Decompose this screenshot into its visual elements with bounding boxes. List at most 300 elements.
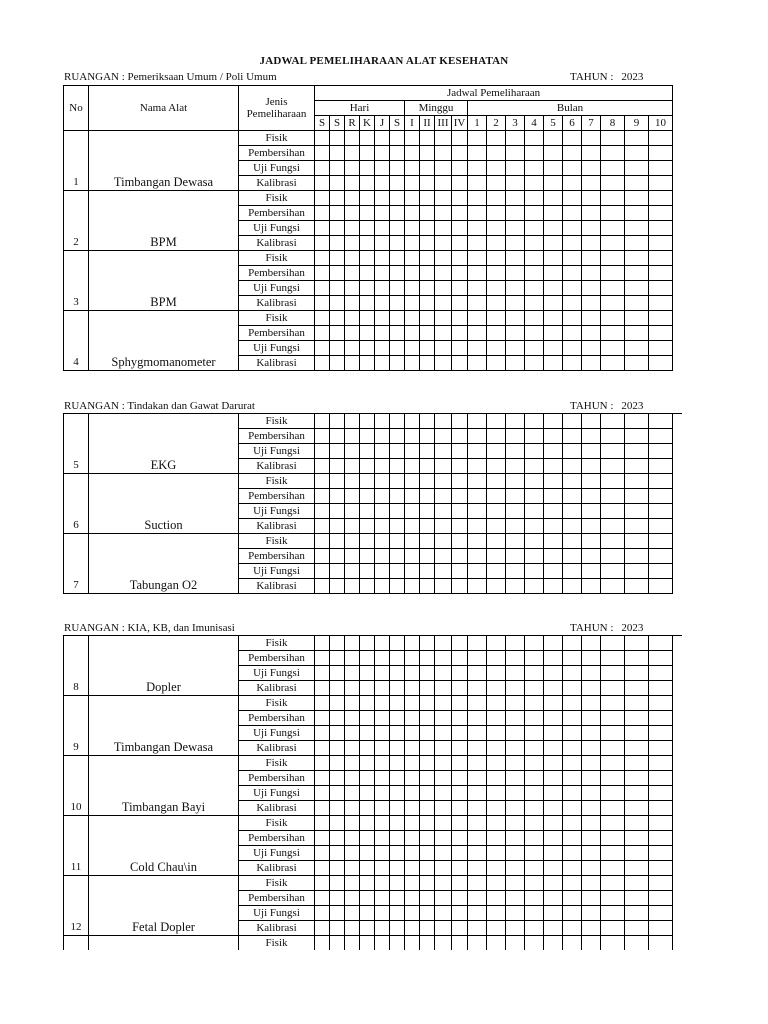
schedule-cell[interactable]	[649, 741, 673, 756]
schedule-cell[interactable]	[468, 146, 487, 161]
schedule-cell[interactable]	[390, 786, 405, 801]
schedule-cell[interactable]	[390, 816, 405, 831]
schedule-cell[interactable]	[582, 681, 601, 696]
schedule-cell[interactable]	[435, 341, 452, 356]
schedule-cell[interactable]	[487, 861, 506, 876]
schedule-cell[interactable]	[315, 579, 330, 594]
schedule-cell[interactable]	[487, 801, 506, 816]
schedule-cell[interactable]	[420, 771, 435, 786]
schedule-cell[interactable]	[360, 831, 375, 846]
schedule-cell[interactable]	[525, 429, 544, 444]
schedule-cell[interactable]	[420, 636, 435, 651]
schedule-cell[interactable]	[487, 296, 506, 311]
schedule-cell[interactable]	[487, 206, 506, 221]
schedule-cell[interactable]	[487, 459, 506, 474]
schedule-cell[interactable]	[420, 296, 435, 311]
schedule-cell[interactable]	[625, 356, 649, 371]
schedule-cell[interactable]	[544, 786, 563, 801]
schedule-cell[interactable]	[468, 429, 487, 444]
schedule-cell[interactable]	[345, 356, 360, 371]
schedule-cell[interactable]	[390, 459, 405, 474]
schedule-cell[interactable]	[525, 651, 544, 666]
schedule-cell[interactable]	[375, 131, 390, 146]
schedule-cell[interactable]	[420, 861, 435, 876]
schedule-cell[interactable]	[452, 801, 468, 816]
schedule-cell[interactable]	[360, 131, 375, 146]
schedule-cell[interactable]	[649, 786, 673, 801]
schedule-cell[interactable]	[506, 891, 525, 906]
schedule-cell[interactable]	[625, 801, 649, 816]
schedule-cell[interactable]	[315, 206, 330, 221]
schedule-cell[interactable]	[487, 131, 506, 146]
schedule-cell[interactable]	[582, 741, 601, 756]
schedule-cell[interactable]	[375, 636, 390, 651]
schedule-cell[interactable]	[345, 726, 360, 741]
schedule-cell[interactable]	[563, 131, 582, 146]
schedule-cell[interactable]	[375, 176, 390, 191]
schedule-cell[interactable]	[360, 161, 375, 176]
schedule-cell[interactable]	[360, 444, 375, 459]
schedule-cell[interactable]	[435, 936, 452, 951]
schedule-cell[interactable]	[625, 726, 649, 741]
schedule-cell[interactable]	[582, 176, 601, 191]
schedule-cell[interactable]	[544, 311, 563, 326]
schedule-cell[interactable]	[625, 146, 649, 161]
schedule-cell[interactable]	[487, 666, 506, 681]
schedule-cell[interactable]	[375, 861, 390, 876]
schedule-cell[interactable]	[563, 696, 582, 711]
schedule-cell[interactable]	[582, 564, 601, 579]
schedule-cell[interactable]	[375, 876, 390, 891]
schedule-cell[interactable]	[452, 356, 468, 371]
schedule-cell[interactable]	[506, 681, 525, 696]
schedule-cell[interactable]	[330, 161, 345, 176]
schedule-cell[interactable]	[345, 756, 360, 771]
schedule-cell[interactable]	[506, 579, 525, 594]
schedule-cell[interactable]	[315, 311, 330, 326]
schedule-cell[interactable]	[360, 846, 375, 861]
schedule-cell[interactable]	[315, 786, 330, 801]
schedule-cell[interactable]	[563, 681, 582, 696]
schedule-cell[interactable]	[525, 131, 544, 146]
schedule-cell[interactable]	[390, 444, 405, 459]
schedule-cell[interactable]	[487, 816, 506, 831]
schedule-cell[interactable]	[625, 549, 649, 564]
schedule-cell[interactable]	[601, 519, 625, 534]
schedule-cell[interactable]	[601, 176, 625, 191]
schedule-cell[interactable]	[544, 711, 563, 726]
schedule-cell[interactable]	[525, 281, 544, 296]
schedule-cell[interactable]	[649, 474, 673, 489]
schedule-cell[interactable]	[582, 831, 601, 846]
schedule-cell[interactable]	[544, 251, 563, 266]
schedule-cell[interactable]	[405, 146, 420, 161]
schedule-cell[interactable]	[601, 474, 625, 489]
schedule-cell[interactable]	[345, 534, 360, 549]
schedule-cell[interactable]	[506, 311, 525, 326]
schedule-cell[interactable]	[625, 816, 649, 831]
schedule-cell[interactable]	[420, 666, 435, 681]
schedule-cell[interactable]	[468, 816, 487, 831]
schedule-cell[interactable]	[468, 191, 487, 206]
schedule-cell[interactable]	[525, 891, 544, 906]
schedule-cell[interactable]	[375, 236, 390, 251]
schedule-cell[interactable]	[435, 236, 452, 251]
schedule-cell[interactable]	[420, 549, 435, 564]
schedule-cell[interactable]	[360, 921, 375, 936]
schedule-cell[interactable]	[405, 801, 420, 816]
schedule-cell[interactable]	[525, 504, 544, 519]
schedule-cell[interactable]	[330, 534, 345, 549]
schedule-cell[interactable]	[375, 221, 390, 236]
schedule-cell[interactable]	[375, 579, 390, 594]
schedule-cell[interactable]	[544, 131, 563, 146]
schedule-cell[interactable]	[315, 296, 330, 311]
schedule-cell[interactable]	[390, 741, 405, 756]
schedule-cell[interactable]	[390, 876, 405, 891]
schedule-cell[interactable]	[330, 489, 345, 504]
schedule-cell[interactable]	[405, 564, 420, 579]
schedule-cell[interactable]	[525, 786, 544, 801]
schedule-cell[interactable]	[315, 429, 330, 444]
schedule-cell[interactable]	[582, 801, 601, 816]
schedule-cell[interactable]	[649, 176, 673, 191]
schedule-cell[interactable]	[601, 281, 625, 296]
schedule-cell[interactable]	[390, 176, 405, 191]
schedule-cell[interactable]	[405, 906, 420, 921]
schedule-cell[interactable]	[435, 846, 452, 861]
schedule-cell[interactable]	[435, 771, 452, 786]
schedule-cell[interactable]	[435, 161, 452, 176]
schedule-cell[interactable]	[405, 921, 420, 936]
schedule-cell[interactable]	[405, 891, 420, 906]
schedule-cell[interactable]	[649, 816, 673, 831]
schedule-cell[interactable]	[506, 831, 525, 846]
schedule-cell[interactable]	[375, 504, 390, 519]
schedule-cell[interactable]	[506, 921, 525, 936]
schedule-cell[interactable]	[525, 489, 544, 504]
schedule-cell[interactable]	[525, 519, 544, 534]
schedule-cell[interactable]	[330, 281, 345, 296]
schedule-cell[interactable]	[525, 801, 544, 816]
schedule-cell[interactable]	[345, 176, 360, 191]
schedule-cell[interactable]	[525, 846, 544, 861]
schedule-cell[interactable]	[525, 176, 544, 191]
schedule-cell[interactable]	[582, 356, 601, 371]
schedule-cell[interactable]	[390, 861, 405, 876]
schedule-cell[interactable]	[468, 891, 487, 906]
schedule-cell[interactable]	[625, 504, 649, 519]
schedule-cell[interactable]	[315, 846, 330, 861]
schedule-cell[interactable]	[435, 176, 452, 191]
schedule-cell[interactable]	[375, 891, 390, 906]
schedule-cell[interactable]	[345, 636, 360, 651]
schedule-cell[interactable]	[563, 356, 582, 371]
schedule-cell[interactable]	[563, 786, 582, 801]
schedule-cell[interactable]	[563, 459, 582, 474]
schedule-cell[interactable]	[345, 564, 360, 579]
schedule-cell[interactable]	[468, 921, 487, 936]
schedule-cell[interactable]	[563, 921, 582, 936]
schedule-cell[interactable]	[582, 711, 601, 726]
schedule-cell[interactable]	[390, 534, 405, 549]
schedule-cell[interactable]	[563, 519, 582, 534]
schedule-cell[interactable]	[563, 564, 582, 579]
schedule-cell[interactable]	[390, 696, 405, 711]
schedule-cell[interactable]	[435, 459, 452, 474]
schedule-cell[interactable]	[525, 666, 544, 681]
schedule-cell[interactable]	[544, 666, 563, 681]
schedule-cell[interactable]	[649, 549, 673, 564]
schedule-cell[interactable]	[525, 921, 544, 936]
schedule-cell[interactable]	[315, 666, 330, 681]
schedule-cell[interactable]	[315, 251, 330, 266]
schedule-cell[interactable]	[544, 341, 563, 356]
schedule-cell[interactable]	[625, 756, 649, 771]
schedule-cell[interactable]	[452, 161, 468, 176]
schedule-cell[interactable]	[452, 519, 468, 534]
schedule-cell[interactable]	[375, 831, 390, 846]
schedule-cell[interactable]	[582, 146, 601, 161]
schedule-cell[interactable]	[625, 341, 649, 356]
schedule-cell[interactable]	[330, 816, 345, 831]
schedule-cell[interactable]	[563, 831, 582, 846]
schedule-cell[interactable]	[330, 549, 345, 564]
schedule-cell[interactable]	[420, 266, 435, 281]
schedule-cell[interactable]	[582, 651, 601, 666]
schedule-cell[interactable]	[375, 816, 390, 831]
schedule-cell[interactable]	[405, 251, 420, 266]
schedule-cell[interactable]	[390, 681, 405, 696]
schedule-cell[interactable]	[544, 429, 563, 444]
schedule-cell[interactable]	[390, 921, 405, 936]
schedule-cell[interactable]	[601, 326, 625, 341]
schedule-cell[interactable]	[601, 549, 625, 564]
schedule-cell[interactable]	[390, 236, 405, 251]
schedule-cell[interactable]	[525, 936, 544, 951]
schedule-cell[interactable]	[375, 356, 390, 371]
schedule-cell[interactable]	[625, 444, 649, 459]
schedule-cell[interactable]	[315, 341, 330, 356]
schedule-cell[interactable]	[345, 489, 360, 504]
schedule-cell[interactable]	[420, 891, 435, 906]
schedule-cell[interactable]	[544, 281, 563, 296]
schedule-cell[interactable]	[582, 549, 601, 564]
schedule-cell[interactable]	[375, 666, 390, 681]
schedule-cell[interactable]	[506, 161, 525, 176]
schedule-cell[interactable]	[420, 564, 435, 579]
schedule-cell[interactable]	[315, 161, 330, 176]
schedule-cell[interactable]	[506, 696, 525, 711]
schedule-cell[interactable]	[435, 296, 452, 311]
schedule-cell[interactable]	[315, 474, 330, 489]
schedule-cell[interactable]	[625, 176, 649, 191]
schedule-cell[interactable]	[375, 266, 390, 281]
schedule-cell[interactable]	[487, 221, 506, 236]
schedule-cell[interactable]	[405, 726, 420, 741]
schedule-cell[interactable]	[330, 504, 345, 519]
schedule-cell[interactable]	[563, 906, 582, 921]
schedule-cell[interactable]	[420, 876, 435, 891]
schedule-cell[interactable]	[345, 504, 360, 519]
schedule-cell[interactable]	[506, 771, 525, 786]
schedule-cell[interactable]	[452, 816, 468, 831]
schedule-cell[interactable]	[525, 534, 544, 549]
schedule-cell[interactable]	[649, 311, 673, 326]
schedule-cell[interactable]	[525, 444, 544, 459]
schedule-cell[interactable]	[330, 341, 345, 356]
schedule-cell[interactable]	[649, 251, 673, 266]
schedule-cell[interactable]	[506, 176, 525, 191]
schedule-cell[interactable]	[625, 936, 649, 951]
schedule-cell[interactable]	[435, 444, 452, 459]
schedule-cell[interactable]	[601, 801, 625, 816]
schedule-cell[interactable]	[601, 191, 625, 206]
schedule-cell[interactable]	[405, 504, 420, 519]
schedule-cell[interactable]	[582, 161, 601, 176]
schedule-cell[interactable]	[625, 251, 649, 266]
schedule-cell[interactable]	[582, 906, 601, 921]
schedule-cell[interactable]	[544, 459, 563, 474]
schedule-cell[interactable]	[452, 281, 468, 296]
schedule-cell[interactable]	[452, 131, 468, 146]
schedule-cell[interactable]	[405, 549, 420, 564]
schedule-cell[interactable]	[345, 711, 360, 726]
schedule-cell[interactable]	[487, 176, 506, 191]
schedule-cell[interactable]	[390, 891, 405, 906]
schedule-cell[interactable]	[345, 876, 360, 891]
schedule-cell[interactable]	[468, 221, 487, 236]
schedule-cell[interactable]	[563, 221, 582, 236]
schedule-cell[interactable]	[601, 921, 625, 936]
schedule-cell[interactable]	[649, 534, 673, 549]
schedule-cell[interactable]	[360, 414, 375, 429]
schedule-cell[interactable]	[487, 831, 506, 846]
schedule-cell[interactable]	[452, 564, 468, 579]
schedule-cell[interactable]	[649, 326, 673, 341]
schedule-cell[interactable]	[506, 266, 525, 281]
schedule-cell[interactable]	[452, 786, 468, 801]
schedule-cell[interactable]	[506, 429, 525, 444]
schedule-cell[interactable]	[468, 266, 487, 281]
schedule-cell[interactable]	[390, 266, 405, 281]
schedule-cell[interactable]	[345, 146, 360, 161]
schedule-cell[interactable]	[544, 146, 563, 161]
schedule-cell[interactable]	[315, 756, 330, 771]
schedule-cell[interactable]	[625, 161, 649, 176]
schedule-cell[interactable]	[563, 504, 582, 519]
schedule-cell[interactable]	[330, 266, 345, 281]
schedule-cell[interactable]	[601, 726, 625, 741]
schedule-cell[interactable]	[582, 921, 601, 936]
schedule-cell[interactable]	[649, 131, 673, 146]
schedule-cell[interactable]	[405, 651, 420, 666]
schedule-cell[interactable]	[330, 146, 345, 161]
schedule-cell[interactable]	[345, 651, 360, 666]
schedule-cell[interactable]	[544, 519, 563, 534]
schedule-cell[interactable]	[582, 579, 601, 594]
schedule-cell[interactable]	[330, 206, 345, 221]
schedule-cell[interactable]	[468, 579, 487, 594]
schedule-cell[interactable]	[345, 296, 360, 311]
schedule-cell[interactable]	[390, 504, 405, 519]
schedule-cell[interactable]	[506, 504, 525, 519]
schedule-cell[interactable]	[625, 846, 649, 861]
schedule-cell[interactable]	[649, 726, 673, 741]
schedule-cell[interactable]	[525, 414, 544, 429]
schedule-cell[interactable]	[563, 474, 582, 489]
schedule-cell[interactable]	[360, 534, 375, 549]
schedule-cell[interactable]	[649, 341, 673, 356]
schedule-cell[interactable]	[563, 936, 582, 951]
schedule-cell[interactable]	[420, 161, 435, 176]
schedule-cell[interactable]	[601, 936, 625, 951]
schedule-cell[interactable]	[649, 206, 673, 221]
schedule-cell[interactable]	[563, 711, 582, 726]
schedule-cell[interactable]	[649, 161, 673, 176]
schedule-cell[interactable]	[506, 534, 525, 549]
schedule-cell[interactable]	[487, 741, 506, 756]
schedule-cell[interactable]	[506, 801, 525, 816]
schedule-cell[interactable]	[649, 519, 673, 534]
schedule-cell[interactable]	[420, 191, 435, 206]
schedule-cell[interactable]	[468, 711, 487, 726]
schedule-cell[interactable]	[345, 549, 360, 564]
schedule-cell[interactable]	[601, 311, 625, 326]
schedule-cell[interactable]	[435, 519, 452, 534]
schedule-cell[interactable]	[452, 681, 468, 696]
schedule-cell[interactable]	[435, 146, 452, 161]
schedule-cell[interactable]	[582, 429, 601, 444]
schedule-cell[interactable]	[420, 414, 435, 429]
schedule-cell[interactable]	[525, 161, 544, 176]
schedule-cell[interactable]	[525, 191, 544, 206]
schedule-cell[interactable]	[330, 429, 345, 444]
schedule-cell[interactable]	[468, 681, 487, 696]
schedule-cell[interactable]	[390, 251, 405, 266]
schedule-cell[interactable]	[315, 414, 330, 429]
schedule-cell[interactable]	[315, 504, 330, 519]
schedule-cell[interactable]	[375, 681, 390, 696]
schedule-cell[interactable]	[525, 681, 544, 696]
schedule-cell[interactable]	[563, 146, 582, 161]
schedule-cell[interactable]	[452, 206, 468, 221]
schedule-cell[interactable]	[487, 489, 506, 504]
schedule-cell[interactable]	[625, 266, 649, 281]
schedule-cell[interactable]	[649, 221, 673, 236]
schedule-cell[interactable]	[435, 266, 452, 281]
schedule-cell[interactable]	[315, 549, 330, 564]
schedule-cell[interactable]	[563, 236, 582, 251]
schedule-cell[interactable]	[435, 474, 452, 489]
schedule-cell[interactable]	[330, 221, 345, 236]
schedule-cell[interactable]	[625, 636, 649, 651]
schedule-cell[interactable]	[360, 741, 375, 756]
schedule-cell[interactable]	[330, 251, 345, 266]
schedule-cell[interactable]	[468, 504, 487, 519]
schedule-cell[interactable]	[487, 266, 506, 281]
schedule-cell[interactable]	[525, 296, 544, 311]
schedule-cell[interactable]	[375, 341, 390, 356]
schedule-cell[interactable]	[360, 176, 375, 191]
schedule-cell[interactable]	[375, 296, 390, 311]
schedule-cell[interactable]	[435, 711, 452, 726]
schedule-cell[interactable]	[420, 356, 435, 371]
schedule-cell[interactable]	[625, 651, 649, 666]
schedule-cell[interactable]	[601, 891, 625, 906]
schedule-cell[interactable]	[435, 666, 452, 681]
schedule-cell[interactable]	[375, 251, 390, 266]
